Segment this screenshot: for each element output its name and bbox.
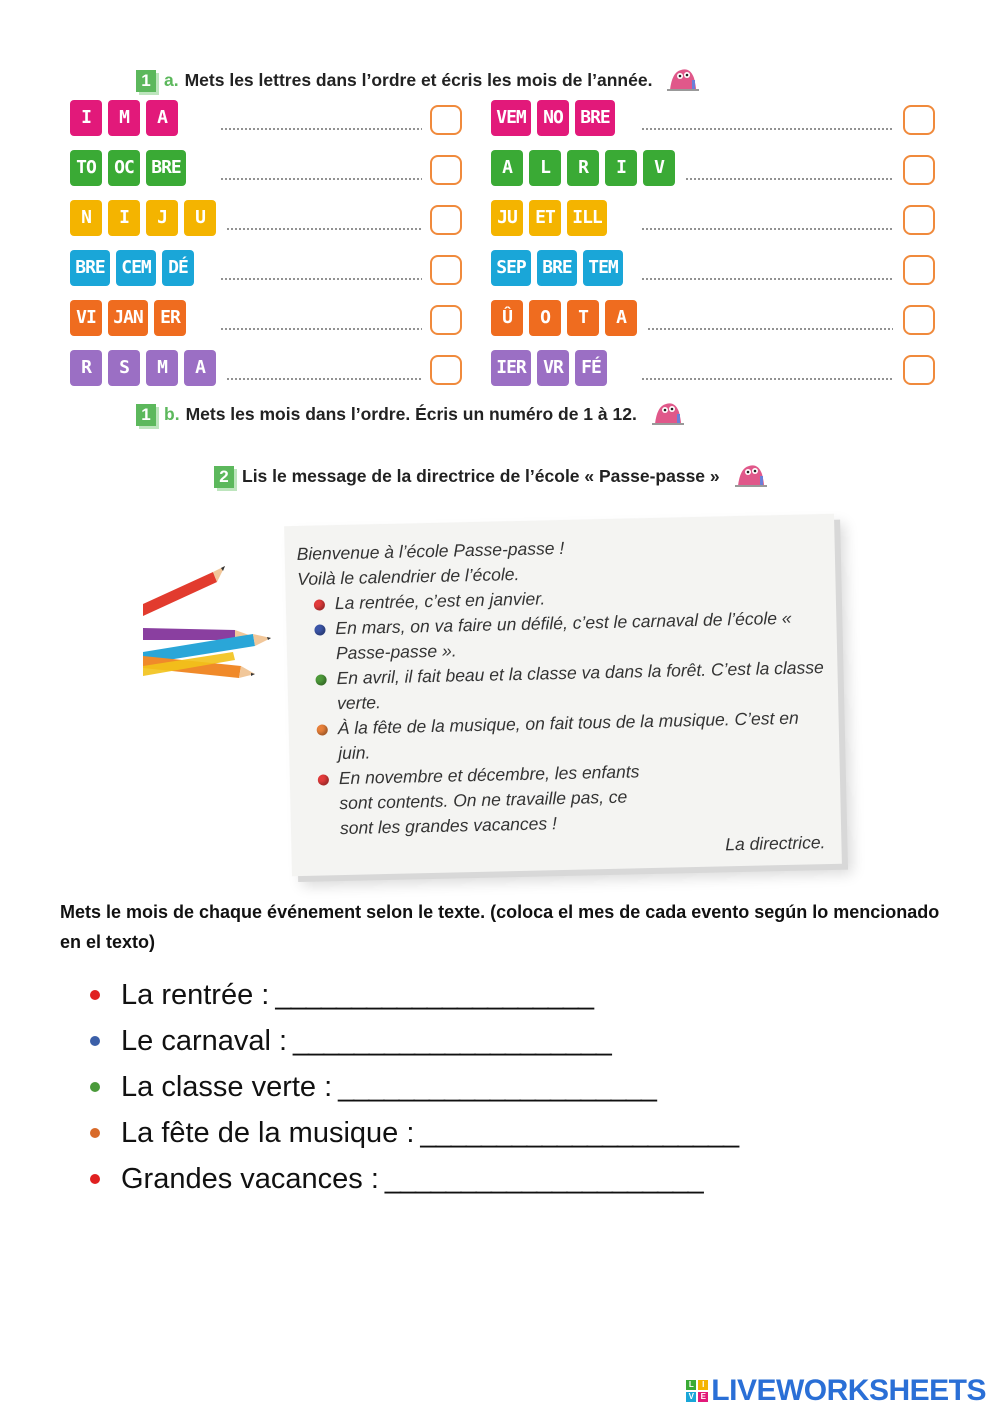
message-item bbox=[318, 759, 650, 841]
letter-tile: VI bbox=[70, 300, 102, 336]
letter-tile: R bbox=[70, 350, 102, 386]
monster-mascot-icon bbox=[734, 460, 768, 493]
monster-mascot-icon bbox=[651, 398, 685, 431]
scramble-row bbox=[0, 250, 1000, 290]
letter-tile: VEM bbox=[491, 100, 531, 136]
answer-item bbox=[90, 1018, 738, 1064]
number-answer-box[interactable] bbox=[903, 155, 935, 185]
answer-dotted-line[interactable] bbox=[647, 328, 893, 330]
bullet-dot-icon bbox=[90, 1174, 100, 1184]
message-item-text: La rentrée, c’est en janvier. bbox=[334, 588, 546, 614]
letter-tile: TEM bbox=[583, 250, 623, 286]
exercise-letter: a. bbox=[164, 70, 179, 90]
exercise-title: Lis le message de la directrice de l’école « Passe-passe » bbox=[242, 466, 720, 486]
message-intro: Voilà le calendrier de l’école. bbox=[297, 563, 520, 589]
exercise-letter: b. bbox=[164, 404, 180, 424]
letter-tile: M bbox=[108, 100, 140, 136]
answer-label: La fête de la musique : bbox=[121, 1116, 415, 1149]
message-item-text: En novembre et décembre, les enfants sont contents. On ne travaille pas, ce sont les grandes vacances ! bbox=[338, 761, 640, 839]
bullet-dot-icon bbox=[318, 774, 329, 785]
letter-tile: T bbox=[567, 300, 599, 336]
letter-tile: FÉ bbox=[575, 350, 607, 386]
bullet-dot-icon bbox=[90, 1082, 100, 1092]
letter-tile: VR bbox=[537, 350, 569, 386]
letter-tile: CEM bbox=[116, 250, 156, 286]
answer-dotted-line[interactable] bbox=[641, 128, 893, 130]
answer-item bbox=[90, 972, 738, 1018]
letter-tile: BRE bbox=[70, 250, 110, 286]
answer-list bbox=[90, 972, 738, 1202]
letter-tile: O bbox=[529, 300, 561, 336]
answer-item bbox=[90, 1110, 738, 1156]
letter-tile: DÉ bbox=[162, 250, 194, 286]
letter-tile: A bbox=[605, 300, 637, 336]
scramble-row bbox=[0, 350, 1000, 390]
answer-item bbox=[90, 1064, 738, 1110]
exercise-title: Mets les mois dans l’ordre. Écris un numéro de 1 à 12. bbox=[185, 404, 637, 424]
letter-tile: V bbox=[643, 150, 675, 186]
scramble-row bbox=[0, 200, 1000, 240]
exercise-number-badge: 2 bbox=[214, 466, 234, 488]
message-item-text: En mars, on va faire un défilé, c’est le carnaval de l’école « Passe-passe ». bbox=[335, 607, 792, 664]
answer-label: Grandes vacances : bbox=[121, 1162, 379, 1195]
exercise-1b-heading bbox=[136, 398, 685, 431]
letter-tile: NO bbox=[537, 100, 569, 136]
answer-label: Le carnaval : bbox=[121, 1024, 288, 1057]
letter-tile: S bbox=[108, 350, 140, 386]
letter-tile: A bbox=[146, 100, 178, 136]
liveworksheets-logo-text: LIVEWORKSHEETS bbox=[711, 1374, 986, 1407]
letter-tile: BRE bbox=[575, 100, 615, 136]
answer-dotted-line[interactable] bbox=[641, 378, 893, 380]
letter-tile: OC bbox=[108, 150, 140, 186]
answer-label: La rentrée : bbox=[121, 978, 270, 1011]
number-answer-box[interactable] bbox=[903, 105, 935, 135]
letter-tile: IER bbox=[491, 350, 531, 386]
exercise-number-badge: 1 bbox=[136, 404, 156, 426]
letter-tile: TO bbox=[70, 150, 102, 186]
bullet-dot-icon bbox=[90, 990, 100, 1000]
exercise-1a-heading bbox=[136, 64, 700, 97]
liveworksheets-logo-icon: L I V E bbox=[686, 1380, 708, 1402]
letter-tile: JAN bbox=[108, 300, 148, 336]
number-answer-box[interactable] bbox=[903, 305, 935, 335]
exercise-number-badge: 1 bbox=[136, 70, 156, 92]
letter-tile: J bbox=[146, 200, 178, 236]
letter-tile: N bbox=[70, 200, 102, 236]
message-greeting: Bienvenue à l’école Passe-passe ! bbox=[296, 537, 565, 565]
scramble-row bbox=[0, 150, 1000, 190]
instruction-text: Mets le mois de chaque événement selon le texte. (coloca el mes de cada evento según lo mencionado en el texto) bbox=[60, 902, 940, 952]
bullet-dot-icon bbox=[315, 674, 326, 685]
bullet-dot-icon bbox=[314, 599, 325, 610]
letter-tile: BRE bbox=[146, 150, 186, 186]
bullet-dot-icon bbox=[314, 624, 325, 635]
answer-blank[interactable]: _____________________ bbox=[420, 1116, 739, 1149]
bullet-dot-icon bbox=[90, 1036, 100, 1046]
monster-mascot-icon bbox=[666, 64, 700, 97]
message-item-text: En avril, il fait beau et la classe va dans la forêt. C’est la classe verte. bbox=[336, 657, 824, 714]
answer-dotted-line[interactable] bbox=[641, 228, 893, 230]
answer-blank[interactable]: _____________________ bbox=[275, 978, 594, 1011]
letter-tile: JU bbox=[491, 200, 523, 236]
letter-tile: L bbox=[529, 150, 561, 186]
letter-tile: I bbox=[70, 100, 102, 136]
letter-tile: Û bbox=[491, 300, 523, 336]
answer-dotted-line[interactable] bbox=[685, 178, 893, 180]
scramble-row bbox=[0, 300, 1000, 340]
answer-item bbox=[90, 1156, 738, 1202]
letter-tile: M bbox=[146, 350, 178, 386]
bullet-dot-icon bbox=[317, 724, 328, 735]
letter-tile: I bbox=[605, 150, 637, 186]
letter-tile: R bbox=[567, 150, 599, 186]
answer-blank[interactable]: _____________________ bbox=[338, 1070, 656, 1103]
message-signature: La directrice. bbox=[725, 832, 826, 855]
bullet-dot-icon bbox=[90, 1128, 100, 1138]
letter-tile: SEP bbox=[491, 250, 531, 286]
letter-tile: ILL bbox=[567, 200, 607, 236]
answer-blank[interactable]: _____________________ bbox=[384, 1162, 703, 1195]
answer-blank[interactable]: _____________________ bbox=[293, 1024, 611, 1057]
exercise-title: Mets les lettres dans l’ordre et écris les mois de l’année. bbox=[184, 70, 653, 90]
letter-tile: A bbox=[491, 150, 523, 186]
letter-tile: ER bbox=[154, 300, 186, 336]
exercise-2-heading bbox=[214, 460, 768, 493]
letter-tile: U bbox=[184, 200, 216, 236]
answer-label: La classe verte : bbox=[121, 1070, 333, 1103]
scramble-row bbox=[0, 100, 1000, 140]
number-answer-box[interactable] bbox=[903, 355, 935, 385]
number-answer-box[interactable] bbox=[903, 205, 935, 235]
colored-pencils-illustration bbox=[143, 560, 283, 695]
message-item-text: À la fête de la musique, on fait tous de la musique. C’est en juin. bbox=[337, 707, 799, 764]
letter-tile: I bbox=[108, 200, 140, 236]
letter-tile: A bbox=[184, 350, 216, 386]
liveworksheets-footer[interactable] bbox=[686, 1374, 986, 1408]
letter-tile: ET bbox=[529, 200, 561, 236]
message-item bbox=[316, 705, 831, 767]
answer-dotted-line[interactable] bbox=[641, 278, 893, 280]
principal-message-card bbox=[284, 514, 842, 876]
number-answer-box[interactable] bbox=[903, 255, 935, 285]
letter-tile: BRE bbox=[537, 250, 577, 286]
